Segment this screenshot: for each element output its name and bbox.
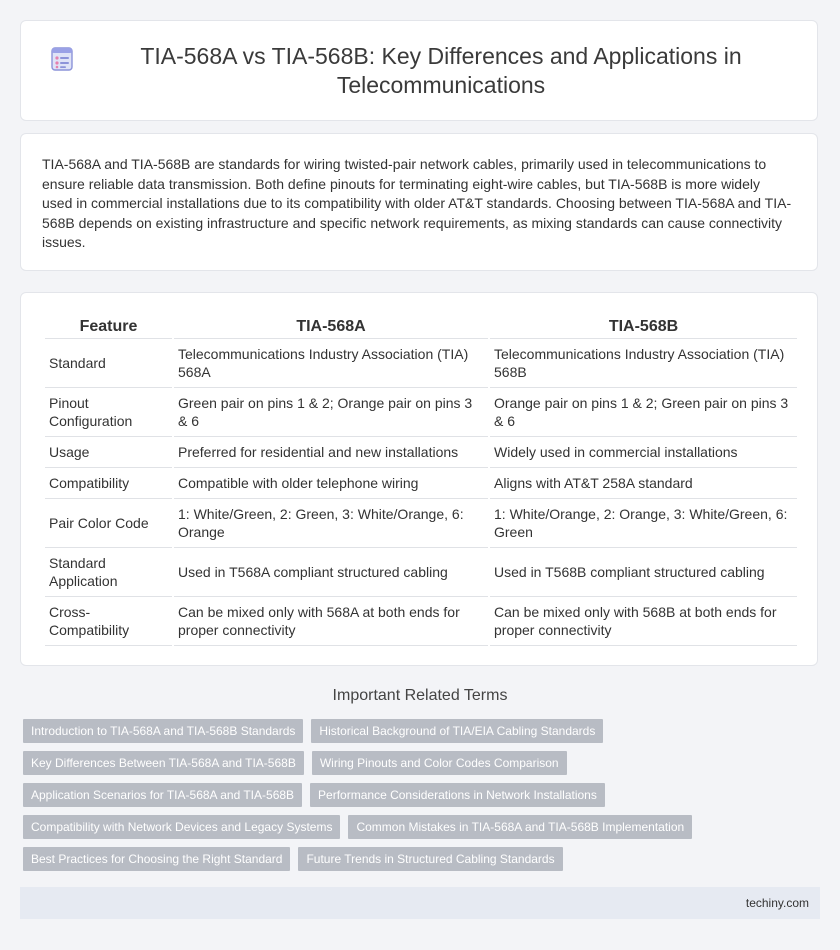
- related-term-tag[interactable]: Performance Considerations in Network Installations: [310, 783, 605, 807]
- tia-568b-cell: 1: White/Orange, 2: Orange, 3: White/Green, 6: Green: [490, 498, 797, 547]
- header-feature: Feature: [79, 318, 138, 335]
- footer: [20, 887, 820, 919]
- related-term-tag[interactable]: Introduction to TIA-568A and TIA-568B Standards: [23, 719, 303, 743]
- page-title: TIA-568A vs TIA-568B: Key Differences and Applications in Telecommunications: [140, 42, 742, 98]
- feature-cell: Compatibility: [45, 467, 172, 498]
- tag-row: [23, 847, 803, 871]
- tia-568a-cell: Green pair on pins 1 & 2; Orange pair on pins 3 & 6: [174, 387, 488, 436]
- related-term-tag[interactable]: Future Trends in Structured Cabling Standards: [298, 847, 562, 871]
- tag-row: [23, 783, 803, 807]
- related-term-tag[interactable]: Historical Background of TIA/EIA Cabling Standards: [311, 719, 603, 743]
- tia-568b-cell: Widely used in commercial installations: [490, 436, 797, 467]
- related-term-tag[interactable]: Best Practices for Choosing the Right Standard: [23, 847, 290, 871]
- header-tia-568a: TIA-568A: [296, 318, 366, 335]
- table-row: [45, 498, 797, 547]
- tia-568b-cell: Used in T568B compliant structured cabling: [490, 547, 797, 596]
- intro-paragraph: TIA-568A and TIA-568B are standards for wiring twisted-pair network cables, primarily used in telecommunications to ensure reliable data transmission. Both define pinouts for terminating eight-wire cables, but TIA-568B is more widely used in commercial installations due to its compatibility with older AT&T standards. Choosing between TIA-568A and TIA-568B depends on existing infrastructure and specific network requirements, as mixing standards can cause connectivity issues.: [42, 156, 792, 250]
- related-term-tag[interactable]: Compatibility with Network Devices and Legacy Systems: [23, 815, 340, 839]
- tag-row: [23, 815, 803, 839]
- tia-568b-cell: Can be mixed only with 568B at both ends for proper connectivity: [490, 596, 797, 646]
- table-row: [45, 547, 797, 596]
- tia-568a-cell: 1: White/Green, 2: Green, 3: White/Orange, 6: Orange: [174, 498, 488, 547]
- table-row: [45, 467, 797, 498]
- feature-cell: Cross-Compatibility: [45, 596, 172, 646]
- feature-cell: Standard: [45, 338, 172, 387]
- tia-568a-cell: Used in T568A compliant structured cabling: [174, 547, 488, 596]
- table-header-row: [45, 317, 797, 338]
- header-card: [20, 20, 818, 121]
- table-row: [45, 436, 797, 467]
- tia-568a-cell: Telecommunications Industry Association (TIA) 568A: [174, 338, 488, 387]
- tia-568a-cell: Compatible with older telephone wiring: [174, 467, 488, 498]
- tia-568b-cell: Aligns with AT&T 258A standard: [490, 467, 797, 498]
- tag-row: [23, 719, 803, 743]
- related-term-tag[interactable]: Common Mistakes in TIA-568A and TIA-568B Implementation: [348, 815, 692, 839]
- related-term-tag[interactable]: Application Scenarios for TIA-568A and TIA-568B: [23, 783, 302, 807]
- feature-cell: Pinout Configuration: [45, 387, 172, 436]
- feature-cell: Usage: [45, 436, 172, 467]
- tia-568a-cell: Can be mixed only with 568A at both ends for proper connectivity: [174, 596, 488, 646]
- comparison-card: [20, 292, 818, 666]
- related-term-tag[interactable]: Wiring Pinouts and Color Codes Comparison: [312, 751, 567, 775]
- table-row: [45, 338, 797, 387]
- table-row: [45, 387, 797, 436]
- feature-cell: Standard Application: [45, 547, 172, 596]
- table-row: [45, 596, 797, 646]
- feature-cell: Pair Color Code: [45, 498, 172, 547]
- related-terms-heading: Important Related Terms: [332, 687, 508, 704]
- tia-568b-cell: Telecommunications Industry Association (TIA) 568B: [490, 338, 797, 387]
- header-tia-568b: TIA-568B: [608, 318, 679, 335]
- intro-card: [20, 133, 818, 271]
- related-term-tag[interactable]: Key Differences Between TIA-568A and TIA-568B: [23, 751, 304, 775]
- footer-site-link[interactable]: techiny.com: [745, 896, 809, 910]
- related-terms-list: [23, 719, 803, 879]
- tia-568a-cell: Preferred for residential and new installations: [174, 436, 488, 467]
- tag-row: [23, 751, 803, 775]
- tia-568b-cell: Orange pair on pins 1 & 2; Green pair on pins 3 & 6: [490, 387, 797, 436]
- document-list-icon: [49, 46, 75, 72]
- comparison-table: [43, 317, 799, 646]
